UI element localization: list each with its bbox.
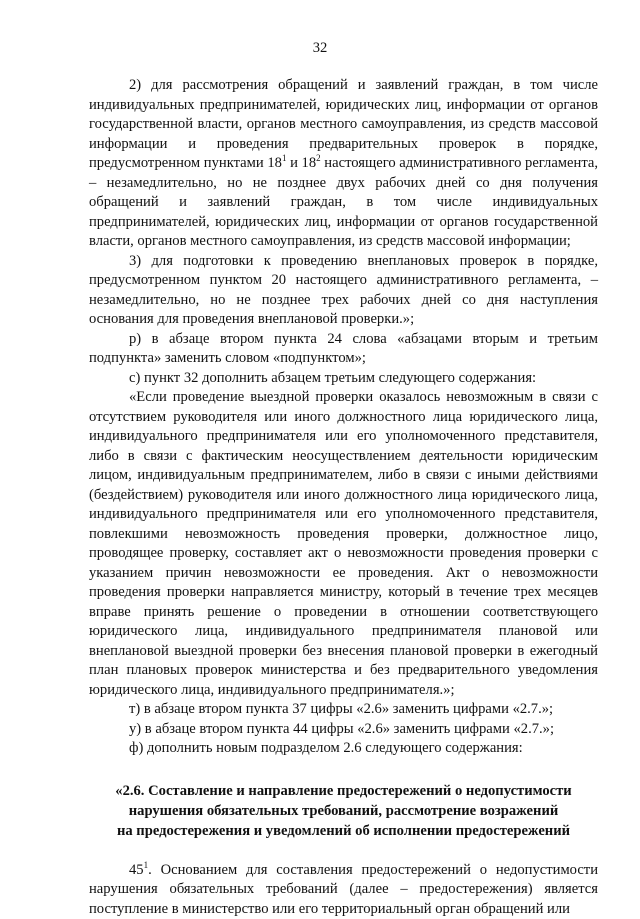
section-heading: [89, 781, 598, 841]
paragraph: $45^1$. Основанием для составления предостережений о недопустимости нарушения обязательных требований (далее – предостережения) является поступление в министерство или его территориальный орган обращений или: [89, 861, 598, 919]
document-body: [89, 76, 598, 919]
heading-line: «2.6. Составление и направление предостережений о недопустимости: [89, 781, 598, 801]
paragraph: 2) для рассмотрения обращений и заявлений граждан, в том числе индивидуальных предпринимателей, юридических лиц, информации от органов государственной власти, органов местного самоуправления, из средств массовой информации и проведения предварительных проверок в порядке, предусмотренном пунктами $18^1$ и $18^2$ настоящего административного регламента, – незамедлительно, но не позднее двух рабочих дней со дня получения обращений и заявлений граждан, в том числе индивидуальных предпринимателей, юридических лиц, информации от органов государственной власти, органов местного самоуправления, из средств массовой информации;: [89, 76, 598, 252]
paragraph: с) пункт 32 дополнить абзацем третьим следующего содержания:: [89, 369, 598, 389]
heading-line: на предостережения и уведомлений об исполнении предостережений: [89, 821, 598, 841]
heading-line: нарушения обязательных требований, рассмотрение возражений: [89, 801, 598, 821]
page-number: 32: [0, 40, 640, 57]
paragraph: у) в абзаце втором пункта 44 цифры «2.6» заменить цифрами «2.7.»;: [89, 720, 598, 740]
paragraphs-before: [89, 76, 598, 759]
paragraph: т) в абзаце втором пункта 37 цифры «2.6» заменить цифрами «2.7.»;: [89, 700, 598, 720]
paragraphs-after: [89, 861, 598, 919]
paragraph: ф) дополнить новым подразделом 2.6 следующего содержания:: [89, 739, 598, 759]
paragraph: «Если проведение выездной проверки оказалось невозможным в связи с отсутствием руководителя или иного должностного лица юридического лица, индивидуального предпринимателя или его уполномоченного представителя, либо в связи с фактическим неосуществлением деятельности юридическим лицом, индивидуальным предпринимателем, либо в связи с иными действиями (бездействием) руководителя или иного должностного лица юридического лица, индивидуального предпринимателя или его уполномоченного представителя, повлекшими невозможность проведения проверки, должностное лицо, проводящее проверку, составляет акт о невозможности проведения проверки с указанием причин невозможности ее проведения. Акт о невозможности проведения проверки направляется министру, который в течение трех месяцев вправе принять решение о проведении в отношении соответствующего юридического лица, индивидуального предпринимателя плановой или внеплановой выездной проверки без внесения плановой проверки в ежегодный план плановых проверок министерства и без предварительного уведомления юридического лица, индивидуального предпринимателя.»;: [89, 388, 598, 700]
paragraph: 3) для подготовки к проведению внеплановых проверок в порядке, предусмотренном пунктом 20 настоящего административного регламента, – незамедлительно, но не позднее трех рабочих дней со дня наступления основания для проведения внеплановой проверки.»;: [89, 252, 598, 330]
paragraph: р) в абзаце втором пункта 24 слова «абзацами вторым и третьим подпункта» заменить словом «подпунктом»;: [89, 330, 598, 369]
